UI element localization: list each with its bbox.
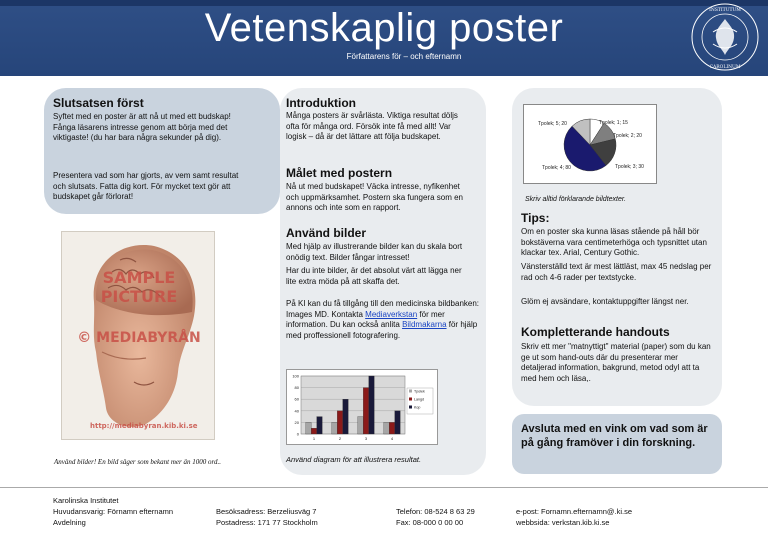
bar-Kop-1: [317, 417, 323, 434]
footer-address-column: [216, 506, 318, 528]
poster-title: Vetenskaplig poster: [204, 6, 564, 50]
bar-xtick-2: 2: [338, 436, 342, 441]
goal-text: Nå ut med budskapet! Väcka intresse, nyfikenhet och uppmärksamhet. Postern ska fungera som en annons och inte som en rapport.: [286, 182, 463, 212]
images-text-3c: för hjälp med proffessionell fotografering.: [286, 320, 478, 340]
bar-xtick-3: 3: [364, 436, 368, 441]
footer-fax: Fax: 08-000 0 00 00: [396, 518, 464, 527]
closing-text: Avsluta med en vink om vad som är på gång framöver i din forskning.: [521, 423, 708, 449]
tips-title: Tips:: [521, 211, 550, 225]
svg-text:INSTITUTUM: INSTITUTUM: [709, 8, 741, 13]
ki-seal-logo: [690, 2, 760, 72]
sample-picture: [61, 231, 215, 440]
images-title: Använd bilder: [286, 226, 367, 240]
conclusion-title: Slutsatsen först: [53, 96, 144, 110]
pie-caption: Skriv alltid förklarande bildtexter.: [525, 196, 626, 203]
bar-Langd-1: [311, 428, 317, 434]
bar-Langd-4: [389, 422, 395, 434]
bar-ytick-0: 0: [296, 431, 299, 437]
bar-ytick-40: 40: [294, 408, 299, 414]
bar-ytick-80: 80: [294, 385, 299, 391]
bildmakarna-link[interactable]: Bildmakarna: [402, 320, 447, 329]
bar-ytick-60: 60: [294, 396, 299, 402]
pie-chart: [523, 104, 657, 184]
tips-text-3: Glöm ej avsändare, kontaktuppgifter längst ner.: [521, 297, 689, 306]
bar-legend-swatch-Kop: [409, 406, 412, 409]
watermark-url: http://mediabyran.kib.ki.se: [90, 422, 198, 430]
footer-visit-address: Besöksadress: Berzeliusväg 7: [216, 507, 317, 516]
footer-postal-address: Postadress: 171 77 Stockholm: [216, 518, 318, 527]
conclusion-text-2: Presentera vad som har gjorts, av vem samt resultat och slutsats. Fatta dig kort. För mycket text gör att budskapet går förlorat!: [53, 171, 239, 201]
poster-subtitle: Författarens för – och efternamn: [346, 52, 462, 61]
bar-legend-swatch-Langd: [409, 398, 412, 401]
bar-legend-label-Tpolek: Tpolek: [414, 389, 425, 394]
images-text-1: Med hjälp av illustrerande bilder kan du skala bort onödig text. Bilder fångar intresset!: [286, 242, 463, 262]
watermark-sample-picture: SAMPLE PICTURE: [100, 268, 178, 306]
handouts-title: Kompletterande handouts: [521, 325, 670, 339]
bar-legend-label-Langd: Langd: [414, 397, 424, 402]
bar-Tpolek-4: [384, 422, 390, 434]
images-text-3b: för mer information. Du kan också anlita: [286, 309, 445, 329]
footer-divider: [0, 487, 768, 488]
chart-caption: Använd diagram för att illustrera resultat.: [286, 455, 422, 464]
bar-legend-label-Kop: Kop: [414, 405, 421, 410]
bar-Langd-2: [337, 411, 343, 434]
images-text-3: [286, 299, 486, 341]
bar-ytick-20: 20: [294, 419, 299, 425]
bar-Kop-2: [343, 399, 349, 434]
images-text-3a: På KI kan du få tillgång till den medicinska bildbanken: Images MD. Kontakta: [286, 299, 480, 319]
footer-department: Avdelning: [53, 518, 86, 527]
poster-header: [0, 0, 768, 76]
bar-chart-svg: [287, 370, 437, 444]
svg-text:CAROLINUM: CAROLINUM: [709, 65, 741, 70]
intro-title: Introduktion: [286, 96, 356, 110]
footer-website[interactable]: webbsida: verkstan.kib.ki.se: [516, 518, 610, 527]
bar-Tpolek-1: [306, 422, 312, 434]
footer-org-column: [53, 495, 173, 528]
handouts-text: Skriv ett mer "matnyttigt" material (paper) som du kan ge ut som hand-outs där du presenterar mer detaljerad information, bakgrund, metod odyl att ta med hem och läsa,.: [521, 342, 711, 383]
bar-Tpolek-2: [332, 422, 338, 434]
tips-text-1: Om en poster ska kunna läsas stående på håll bör bokstäverna vara centimeterhöga och typsnittet utan klackar tex. Arial, Century Gothic.: [521, 227, 707, 257]
footer-phone-column: [396, 506, 475, 528]
bar-ytick-100: 100: [292, 373, 299, 379]
footer-supervisor: Huvudansvarig: Förnamn efternamn: [53, 507, 174, 516]
mediaverkstan-link[interactable]: Mediaverkstan: [365, 309, 418, 319]
footer-phone: Telefon: 08-524 8 63 29: [396, 507, 475, 516]
bar-Kop-4: [395, 411, 401, 434]
tips-text-2: Vänsterställd text är mest lättläst, max 45 nedslag per rad och 4-6 rader per textstycke.: [521, 262, 712, 282]
bar-xtick-4: 4: [390, 436, 394, 441]
pie-label-5: Tpolek; 5; 20: [538, 121, 567, 127]
pie-label-4: Tpolek; 4; 80: [542, 165, 571, 171]
picture-caption: Använd bilder! En bild säger som bekant mer än 1000 ord..: [54, 458, 221, 466]
goal-title: Målet med postern: [286, 166, 393, 180]
bar-xtick-1: 1: [312, 436, 316, 441]
images-text-2: Har du inte bilder, är det absolut värt att lägga ner lite extra möda på att skaffa det.: [286, 266, 462, 286]
pie-label-1: Tpolek; 1; 15: [599, 120, 628, 126]
pie-label-3: Tpolek; 3; 30: [615, 164, 644, 170]
bar-Tpolek-3: [358, 417, 364, 434]
bar-legend-swatch-Tpolek: [409, 390, 412, 393]
footer-email[interactable]: e-post: Fornamn.efternamn@.ki.se: [516, 507, 632, 516]
watermark-mediabyran: © MEDIABYRÅN: [77, 330, 201, 346]
pie-label-2: Tpolek; 2; 20: [613, 133, 642, 139]
bar-chart: [286, 369, 438, 445]
pie-chart-svg: [524, 105, 656, 183]
bar-Kop-3: [369, 376, 375, 434]
footer-web-column: [516, 506, 632, 528]
intro-text: Många posters är svårlästa. Viktiga resultat döljs ofta för många ord. Försök inte få med allt! Var logisk – då är det lättare att följa budskapet.: [286, 111, 458, 141]
footer-org: Karolinska Institutet: [53, 496, 119, 505]
conclusion-text-1: Syftet med en poster är att nå ut med ett budskap! Fånga läsarens intresse genom att börja med det viktigaste! (du har bara några sekunder på dig).: [53, 112, 231, 142]
bar-Langd-3: [363, 388, 369, 434]
